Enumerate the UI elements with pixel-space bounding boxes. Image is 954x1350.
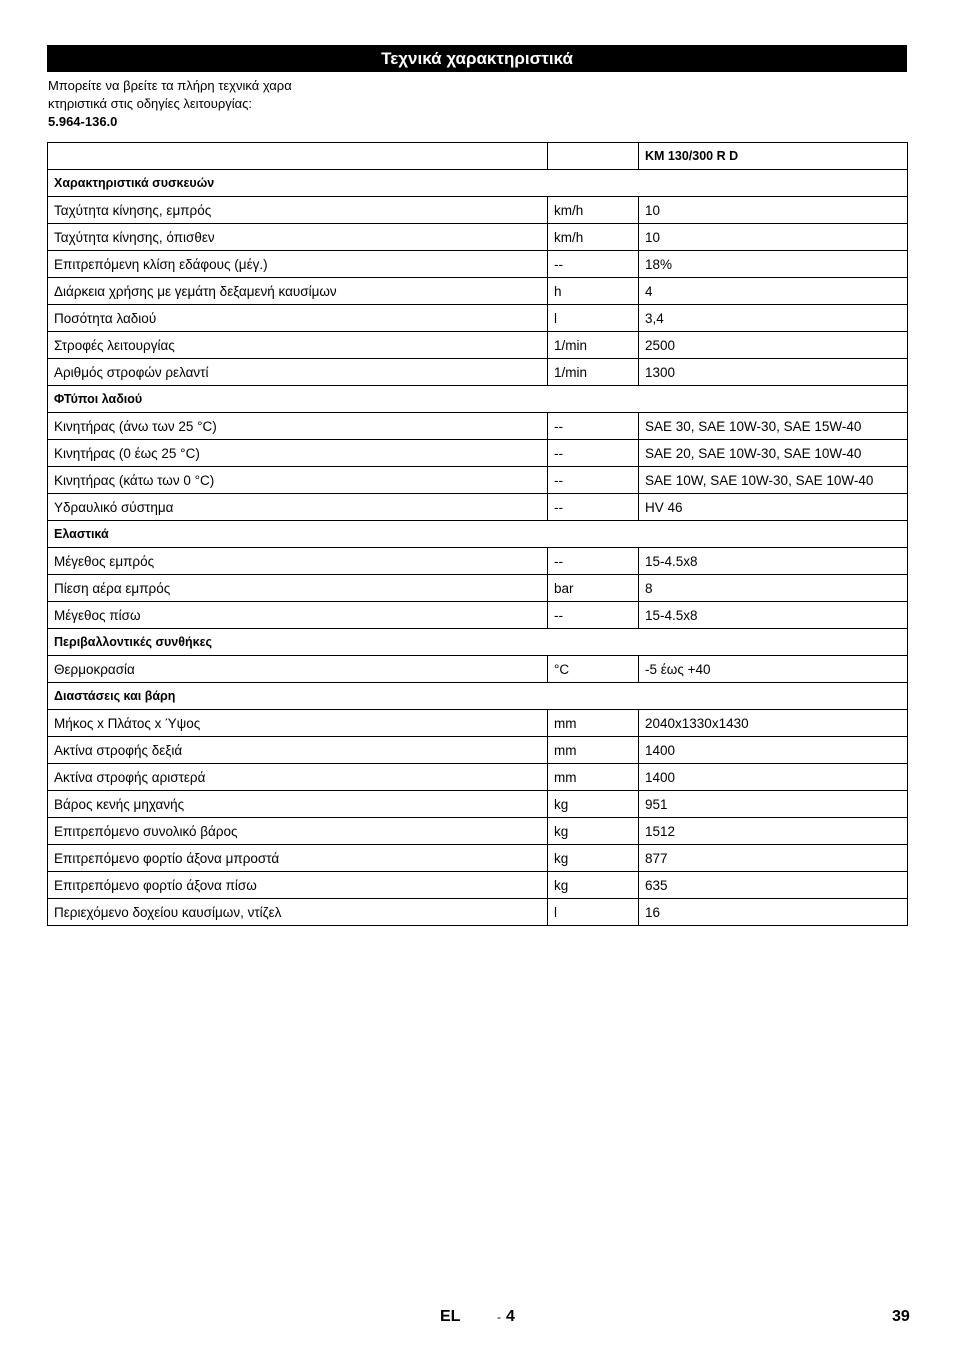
spec-label: Ακτίνα στροφής δεξιά xyxy=(48,737,548,764)
spec-value: 4 xyxy=(639,278,908,305)
manual-reference-number: 5.964-136.0 xyxy=(48,114,118,129)
section-title: Περιβαλλοντικές συνθήκες xyxy=(48,629,908,656)
footer-language: EL xyxy=(440,1308,461,1325)
spec-unit: -- xyxy=(548,548,639,575)
table-row xyxy=(48,737,908,764)
table-row xyxy=(48,494,908,521)
spec-value: HV 46 xyxy=(639,494,908,521)
table-row xyxy=(48,818,908,845)
spec-value: -5 έως +40 xyxy=(639,656,908,683)
spec-label: Μέγεθος πίσω xyxy=(48,602,548,629)
spec-unit: mm xyxy=(548,737,639,764)
spec-unit: kg xyxy=(548,818,639,845)
spec-unit: kg xyxy=(548,845,639,872)
header-label-cell xyxy=(48,143,548,170)
spec-label: Στροφές λειτουργίας xyxy=(48,332,548,359)
spec-value: 1400 xyxy=(639,737,908,764)
spec-label: Υδραυλικό σύστημα xyxy=(48,494,548,521)
spec-label: Επιτρεπόμενο συνολικό βάρος xyxy=(48,818,548,845)
spec-value: 1512 xyxy=(639,818,908,845)
table-row xyxy=(48,764,908,791)
table-row xyxy=(48,899,908,926)
spec-unit: -- xyxy=(548,467,639,494)
table-row xyxy=(48,251,908,278)
spec-value: 3,4 xyxy=(639,305,908,332)
spec-label: Αριθμός στροφών ρελαντί xyxy=(48,359,548,386)
table-row xyxy=(48,278,908,305)
page-title: Τεχνικά χαρακτηριστικά xyxy=(47,45,907,72)
spec-unit: -- xyxy=(548,440,639,467)
spec-label: Ταχύτητα κίνησης, εμπρός xyxy=(48,197,548,224)
spec-unit: -- xyxy=(548,602,639,629)
spec-label: Ακτίνα στροφής αριστερά xyxy=(48,764,548,791)
spec-unit: 1/min xyxy=(548,359,639,386)
specs-table-body xyxy=(48,143,908,926)
spec-label: Επιτρεπόμενο φορτίο άξονα μπροστά xyxy=(48,845,548,872)
section-title: ΦΤύποι λαδιού xyxy=(48,386,908,413)
spec-value: 1400 xyxy=(639,764,908,791)
table-row xyxy=(48,359,908,386)
spec-value: 16 xyxy=(639,899,908,926)
intro-line-1: Μπορείτε να βρείτε τα πλήρη τεχνικά χαρα xyxy=(48,78,292,93)
table-row xyxy=(48,602,908,629)
spec-unit: l xyxy=(548,899,639,926)
spec-unit: 1/min xyxy=(548,332,639,359)
table-row xyxy=(48,467,908,494)
spec-unit: °C xyxy=(548,656,639,683)
intro-line-2: κτηριστικά στις οδηγίες λειτουργίας: xyxy=(48,96,252,111)
spec-value: 951 xyxy=(639,791,908,818)
spec-value: 10 xyxy=(639,224,908,251)
header-unit-cell xyxy=(548,143,639,170)
spec-unit: kg xyxy=(548,872,639,899)
spec-unit: l xyxy=(548,305,639,332)
spec-unit: bar xyxy=(548,575,639,602)
table-row xyxy=(48,413,908,440)
spec-label: Θερμοκρασία xyxy=(48,656,548,683)
section-row xyxy=(48,629,908,656)
spec-label: Ποσότητα λαδιού xyxy=(48,305,548,332)
spec-unit: h xyxy=(548,278,639,305)
spec-label: Πίεση αέρα εμπρός xyxy=(48,575,548,602)
footer-sub-page: 4 xyxy=(506,1308,515,1325)
spec-value: SAE 30, SAE 10W-30, SAE 15W-40 xyxy=(639,413,908,440)
technical-specs-table xyxy=(47,142,908,926)
intro-text xyxy=(48,77,348,131)
table-row xyxy=(48,656,908,683)
spec-value: 15-4.5x8 xyxy=(639,602,908,629)
table-row xyxy=(48,440,908,467)
section-title: Ελαστικά xyxy=(48,521,908,548)
section-row xyxy=(48,521,908,548)
spec-value: 10 xyxy=(639,197,908,224)
table-row xyxy=(48,791,908,818)
spec-unit: -- xyxy=(548,251,639,278)
spec-label: Κινητήρας (0 έως 25 °C) xyxy=(48,440,548,467)
table-row xyxy=(48,872,908,899)
table-row xyxy=(48,224,908,251)
section-row xyxy=(48,386,908,413)
table-row xyxy=(48,305,908,332)
spec-label: Διάρκεια χρήσης με γεμάτη δεξαμενή καυσίμων xyxy=(48,278,548,305)
spec-unit: mm xyxy=(548,710,639,737)
table-row xyxy=(48,548,908,575)
spec-label: Μήκος x Πλάτος x Ύψος xyxy=(48,710,548,737)
spec-value: 2500 xyxy=(639,332,908,359)
table-row xyxy=(48,845,908,872)
spec-value: 1300 xyxy=(639,359,908,386)
spec-value: 2040x1330x1430 xyxy=(639,710,908,737)
spec-unit: -- xyxy=(548,494,639,521)
model-name: KM 130/300 R D xyxy=(639,143,908,170)
spec-unit: kg xyxy=(548,791,639,818)
table-row xyxy=(48,332,908,359)
table-row xyxy=(48,575,908,602)
spec-unit: km/h xyxy=(548,197,639,224)
spec-value: 18% xyxy=(639,251,908,278)
spec-value: 8 xyxy=(639,575,908,602)
spec-label: Επιτρεπόμενο φορτίο άξονα πίσω xyxy=(48,872,548,899)
spec-unit: mm xyxy=(548,764,639,791)
spec-value: 635 xyxy=(639,872,908,899)
footer-dash: - xyxy=(497,1310,501,1324)
section-row xyxy=(48,683,908,710)
section-title: Διαστάσεις και βάρη xyxy=(48,683,908,710)
spec-value: 15-4.5x8 xyxy=(639,548,908,575)
spec-label: Περιεχόμενο δοχείου καυσίμων, ντίζελ xyxy=(48,899,548,926)
section-row xyxy=(48,170,908,197)
table-row xyxy=(48,710,908,737)
spec-unit: -- xyxy=(548,413,639,440)
footer-page-number: 39 xyxy=(892,1308,910,1325)
spec-label: Κινητήρας (άνω των 25 °C) xyxy=(48,413,548,440)
spec-value: SAE 20, SAE 10W-30, SAE 10W-40 xyxy=(639,440,908,467)
spec-unit: km/h xyxy=(548,224,639,251)
spec-label: Βάρος κενής μηχανής xyxy=(48,791,548,818)
spec-label: Κινητήρας (κάτω των 0 °C) xyxy=(48,467,548,494)
spec-label: Επιτρεπόμενη κλίση εδάφους (μέγ.) xyxy=(48,251,548,278)
section-title: Χαρακτηριστικά συσκευών xyxy=(48,170,908,197)
spec-label: Ταχύτητα κίνησης, όπισθεν xyxy=(48,224,548,251)
table-row xyxy=(48,197,908,224)
table-header-row xyxy=(48,143,908,170)
spec-label: Μέγεθος εμπρός xyxy=(48,548,548,575)
spec-value: 877 xyxy=(639,845,908,872)
spec-value: SAE 10W, SAE 10W-30, SAE 10W-40 xyxy=(639,467,908,494)
